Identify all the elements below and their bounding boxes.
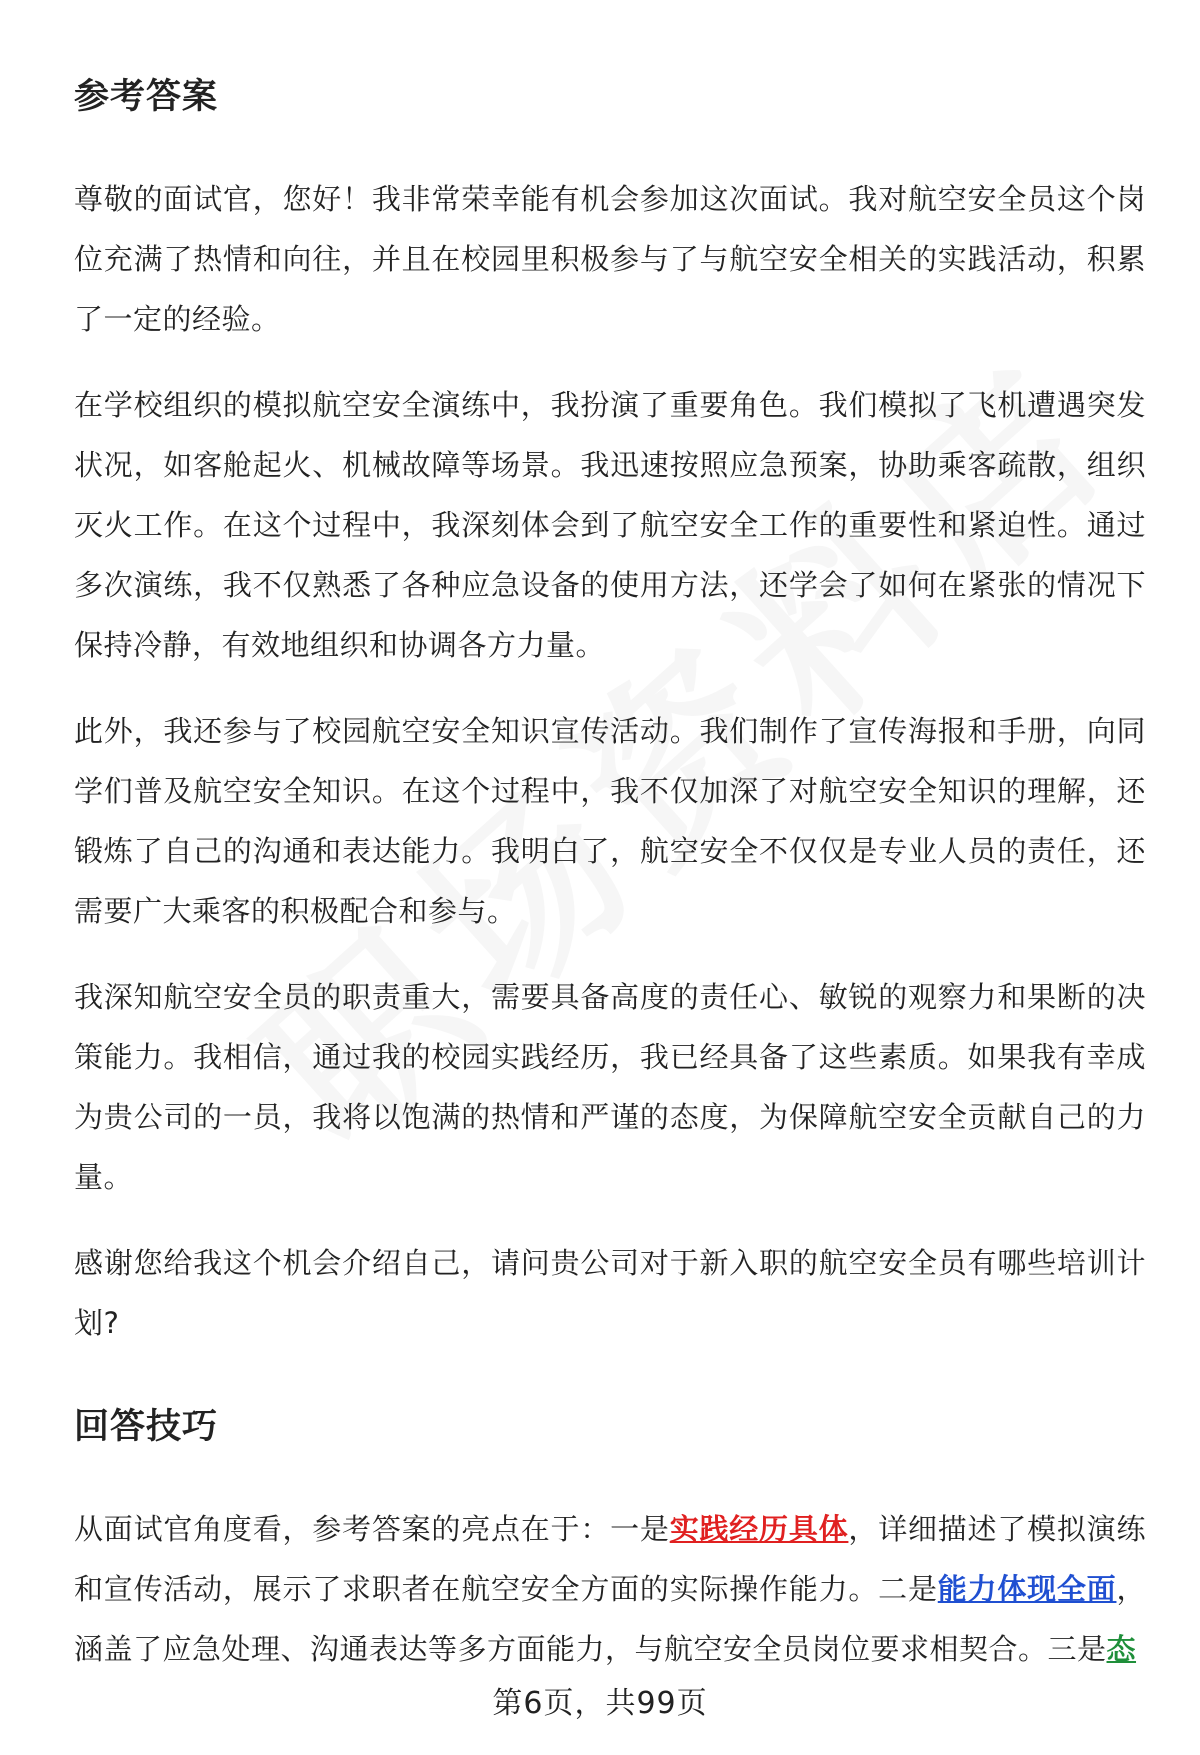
answer-paragraph: 尊敬的面试官，您好！我非常荣幸能有机会参加这次面试。我对航空安全员这个岗位充满了热情和向往，并且在校园里积极参与了与航空安全相关的实践活动，积累了一定的经验。 — [74, 182, 1146, 336]
highlight-attitude: 态 — [1106, 1632, 1137, 1666]
answer-tips-heading: 回答技巧 — [74, 1407, 219, 1447]
answer-paragraph: 感谢您给我这个机会介绍自己，请问贵公司对于新入职的航空安全员有哪些培训计划? — [74, 1246, 1146, 1340]
page-number-footer: 第6页，共99页 — [492, 1686, 708, 1721]
tips-text: 从面试官角度看，参考答案的亮点在于：一是 — [74, 1512, 670, 1546]
tips-text: ，详细描述了模拟演练和宣传活动，展示了求职者在航空安全方面的实际操作能力。二是 — [74, 1512, 1146, 1606]
answer-paragraph: 我深知航空安全员的职责重大，需要具备高度的责任心、敏锐的观察力和果断的决策能力。我相信，通过我的校园实践经历，我已经具备了这些素质。如果我有幸成为贵公司的一员，我将以饱满的热情和严谨的态度，为保障航空安全贡献自己的力量。 — [74, 980, 1146, 1194]
tips-text: ，涵盖了应急处理、沟通表达等多方面能力，与航空安全员岗位要求相契合。三是 — [74, 1572, 1146, 1666]
tips-paragraph — [74, 1499, 1146, 1679]
highlight-comprehensive-ability: 能力体现全面 — [937, 1572, 1117, 1606]
document-page — [74, 62, 1146, 1679]
reference-answer-heading: 参考答案 — [74, 77, 219, 117]
highlight-practical-experience: 实践经历具体 — [669, 1512, 849, 1546]
answer-paragraph: 在学校组织的模拟航空安全演练中，我扮演了重要角色。我们模拟了飞机遭遇突发状况，如客舱起火、机械故障等场景。我迅速按照应急预案，协助乘客疏散，组织灭火工作。在这个过程中，我深刻体会到了航空安全工作的重要性和紧迫性。通过多次演练，我不仅熟悉了各种应急设备的使用方法，还学会了如何在紧张的情况下保持冷静，有效地组织和协调各方力量。 — [74, 388, 1146, 662]
answer-paragraph: 此外，我还参与了校园航空安全知识宣传活动。我们制作了宣传海报和手册，向同学们普及航空安全知识。在这个过程中，我不仅加深了对航空安全知识的理解，还锻炼了自己的沟通和表达能力。我明白了，航空安全不仅仅是专业人员的责任，还需要广大乘客的积极配合和参与。 — [74, 714, 1146, 928]
